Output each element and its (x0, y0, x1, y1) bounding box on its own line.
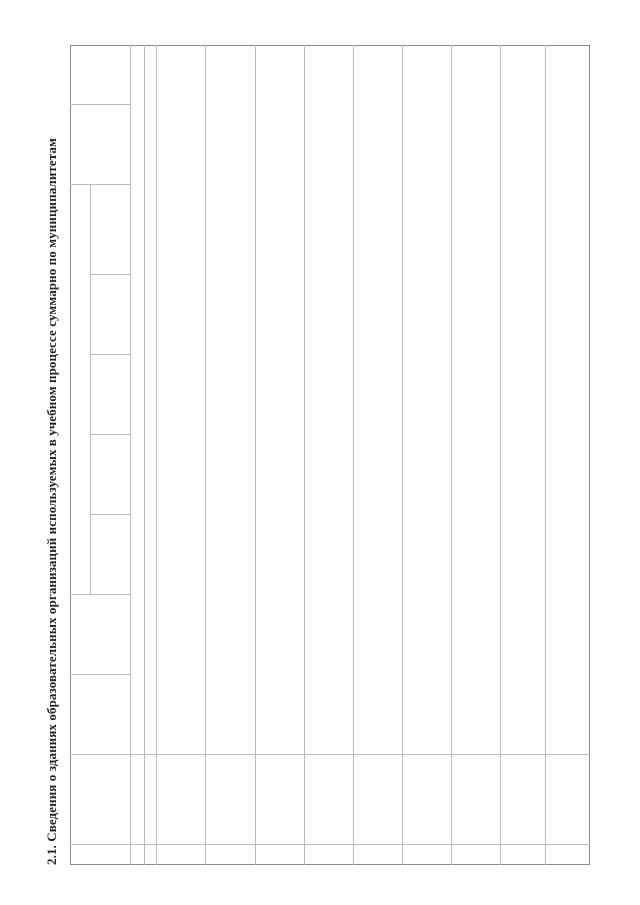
col-divider (90, 354, 130, 355)
row-divider (402, 45, 403, 865)
row-divider (255, 45, 256, 865)
col-divider (70, 104, 130, 105)
row-divider (130, 45, 131, 865)
header-divider (90, 185, 91, 595)
table-frame (70, 45, 590, 865)
row-divider (144, 45, 145, 865)
col-divider (70, 594, 130, 595)
row-divider (156, 45, 157, 865)
document-title: 2.1. Сведения о зданиях образовательных организаций используемых в учебном процессе суммарно по муниципалитетам (44, 138, 59, 865)
row-divider (545, 45, 546, 865)
row-divider (500, 45, 501, 865)
col-divider (70, 674, 130, 675)
col-divider (70, 844, 590, 845)
row-divider (205, 45, 206, 865)
col-divider (90, 274, 130, 275)
row-divider (304, 45, 305, 865)
col-divider (90, 434, 130, 435)
row-divider (353, 45, 354, 865)
col-divider (90, 514, 130, 515)
col-divider (70, 184, 130, 185)
buildings-table (70, 45, 590, 865)
col-divider (70, 754, 590, 755)
row-divider (451, 45, 452, 865)
